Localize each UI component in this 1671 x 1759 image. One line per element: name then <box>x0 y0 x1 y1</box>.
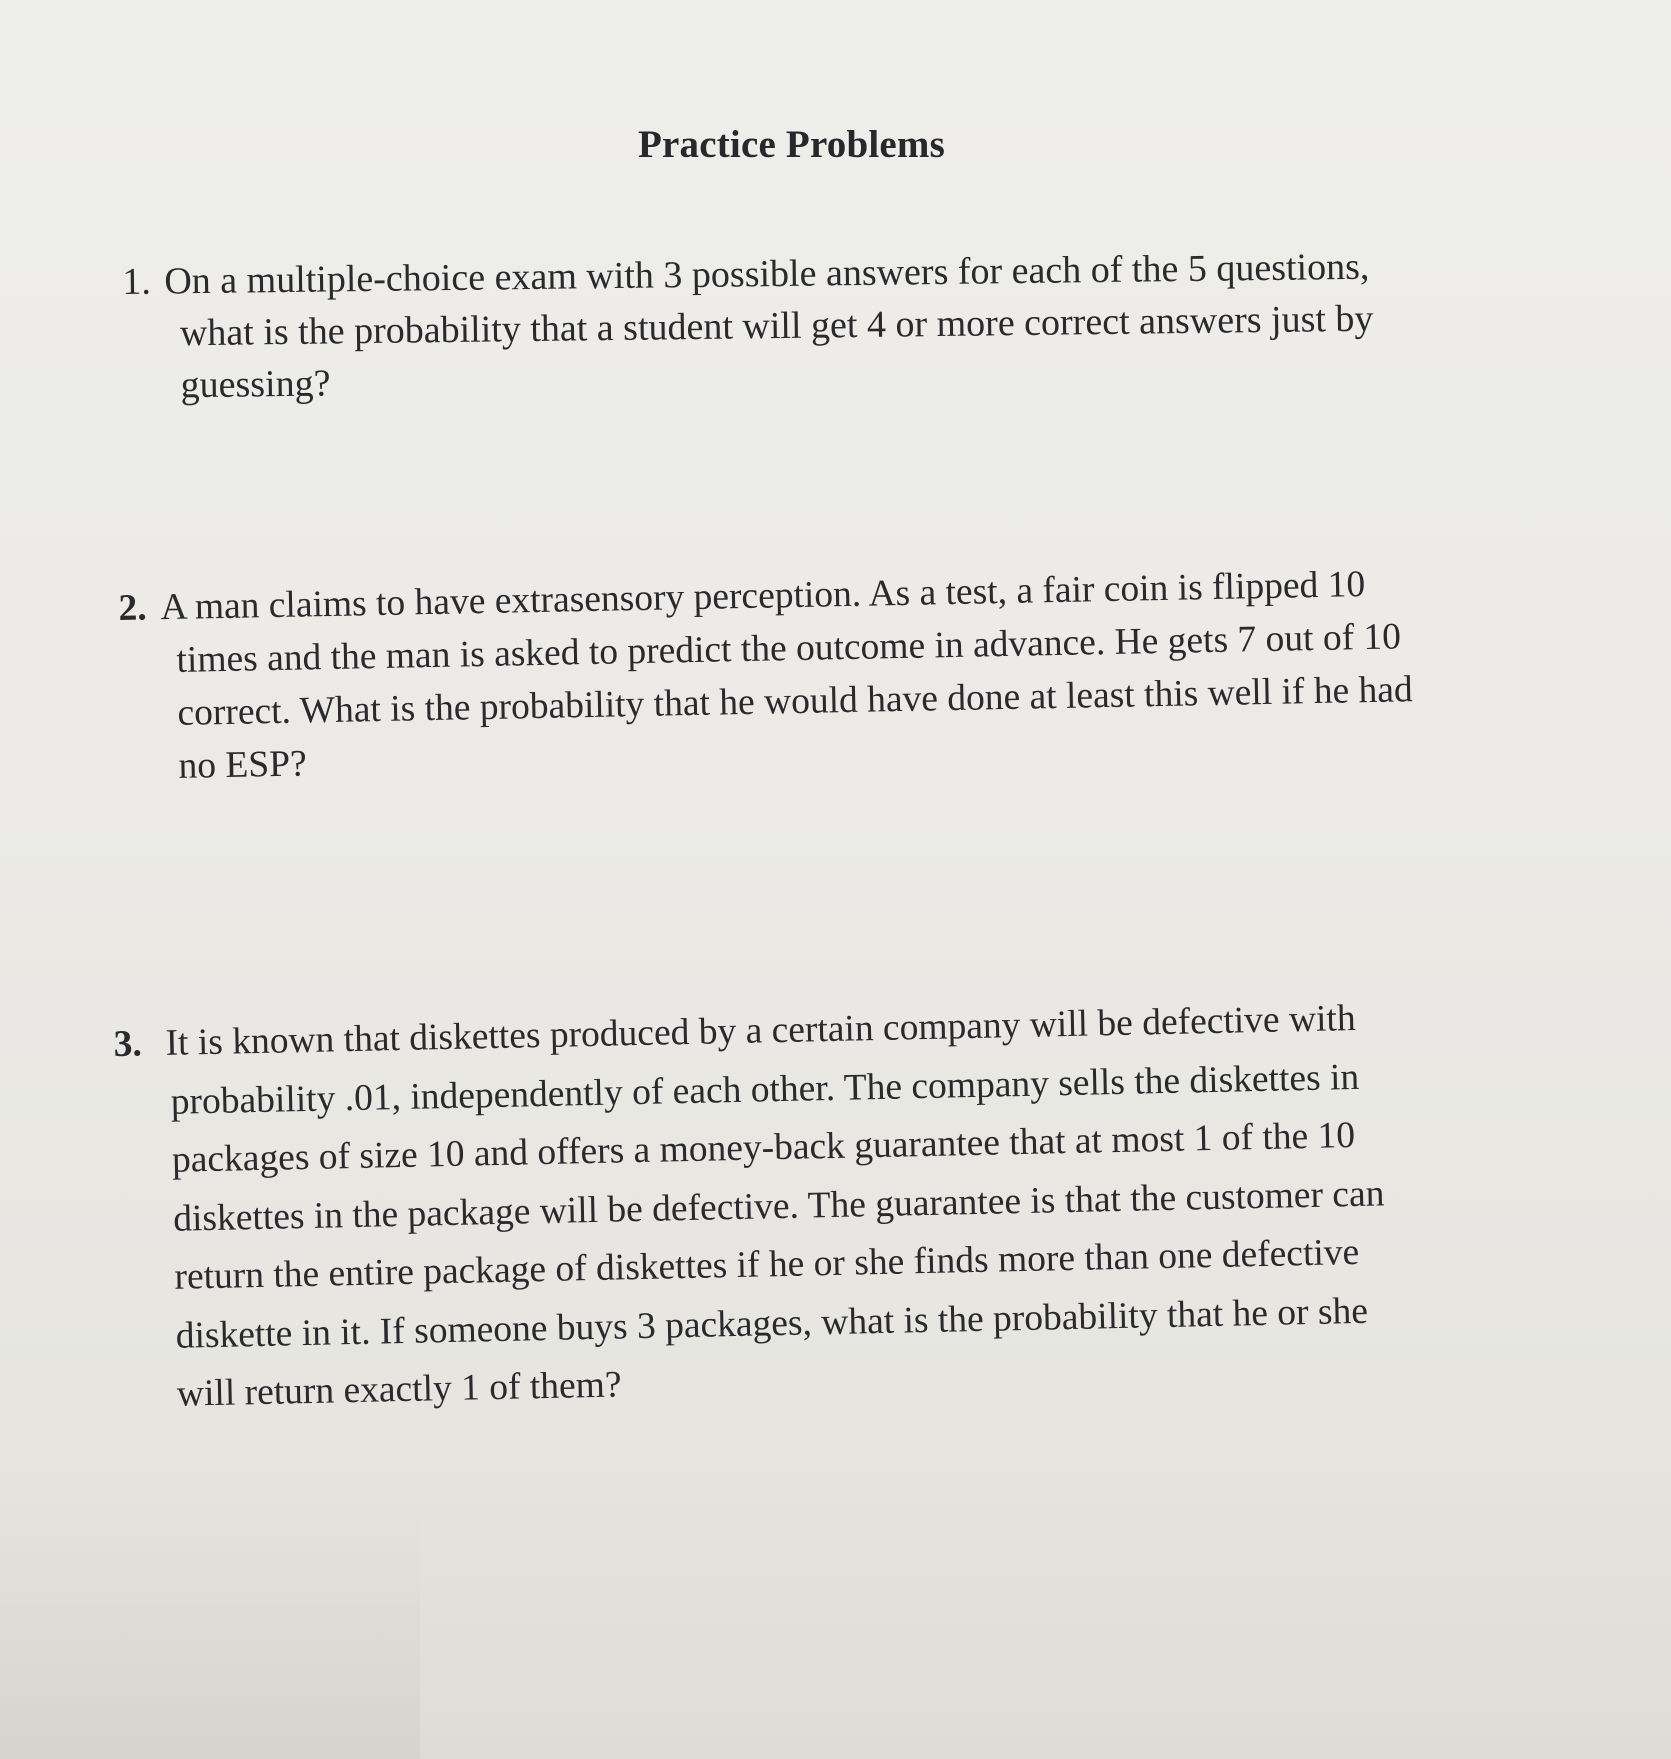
problem-text-line: return the entire package of diskettes if he or she finds more than one defective <box>174 1231 1360 1298</box>
problem-text-line: will return exactly 1 of them? <box>176 1364 622 1415</box>
problem-3 <box>113 989 1389 1425</box>
page-title: Practice Problems <box>638 123 945 166</box>
problem-2 <box>118 557 1414 794</box>
problem-number: 2. <box>118 587 148 629</box>
problem-text-line: packages of size 10 and offers a money-back guarantee that at most 1 of the 10 <box>171 1115 1356 1181</box>
problem-text-line: diskettes in the package will be defective. The guarantee is that the customer can <box>172 1172 1385 1240</box>
problem-1 <box>122 241 1374 412</box>
problem-text-line: It is known that diskettes produced by a certain company will be defective with <box>165 997 1357 1064</box>
problem-text-line: diskette in it. If someone buys 3 packages, what is the probability that he or she <box>175 1290 1369 1357</box>
problem-number: 1. <box>122 260 152 303</box>
problem-text-line: A man claims to have extrasensory perception. As a test, a fair coin is flipped 10 <box>160 564 1366 629</box>
problem-text-line: what is the probability that a student will get 4 or more correct answers just by <box>179 297 1374 355</box>
problem-text-line: no ESP? <box>178 743 308 787</box>
problem-text-line: probability .01, independently of each other. The company sells the diskettes in <box>170 1056 1360 1123</box>
problem-text-line: times and the man is asked to predict the outcome in advance. He gets 7 out of 10 <box>176 616 1402 681</box>
problem-text-line: guessing? <box>180 362 331 407</box>
problem-text-line: On a multiple-choice exam with 3 possible answers for each of the 5 questions, <box>164 245 1370 303</box>
problem-number: 3. <box>113 1023 143 1065</box>
problem-text-line: correct. What is the probability that he would have done at least this well if he had <box>177 669 1414 734</box>
